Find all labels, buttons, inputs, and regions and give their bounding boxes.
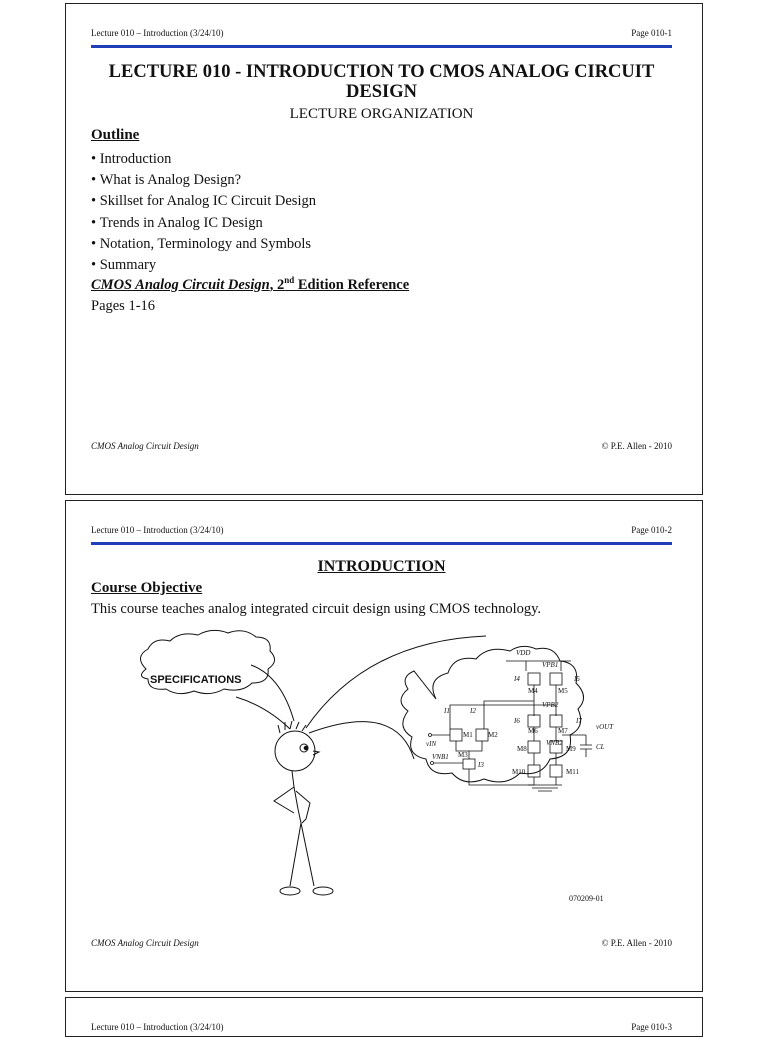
label-vnb1: VNB1 (432, 753, 449, 761)
label-m6: M6 (528, 727, 538, 735)
label-i7: I7 (576, 717, 582, 725)
outline-item: • Trends in Analog IC Design (91, 213, 316, 234)
header-lecture-label: Lecture 010 – Introduction (3/24/10) (91, 1022, 224, 1032)
outline-item: • Skillset for Analog IC Circuit Design (91, 191, 316, 212)
label-m10: M10 (512, 768, 526, 776)
header-page-number: Page 010-1 (631, 28, 672, 38)
designer-figure (66, 501, 704, 993)
label-i3: I3 (478, 761, 484, 769)
book-reference (91, 275, 409, 294)
objective-heading: Course Objective (91, 580, 203, 596)
outline-item: • Summary (91, 255, 316, 276)
label-i4: I4 (514, 675, 520, 683)
outline-item: • Introduction (91, 149, 316, 170)
label-vnb2: VNB2 (546, 739, 563, 747)
label-m2: M2 (488, 731, 498, 739)
outline-item: • Notation, Terminology and Symbols (91, 234, 316, 255)
label-i5: I5 (574, 675, 580, 683)
header-rule (91, 45, 672, 48)
designer-person (274, 721, 333, 895)
label-m4: M4 (528, 687, 538, 695)
lecture-title: LECTURE 010 - INTRODUCTION TO CMOS ANALOG CIRCUIT DESIGN (108, 62, 655, 102)
header-page-number: Page 010-3 (631, 1022, 672, 1032)
outline-list (91, 149, 316, 276)
specifications-cloud (140, 630, 294, 729)
label-vpb2: VPB2 (542, 701, 559, 709)
label-i1: I1 (444, 707, 450, 715)
reference-superscript: nd (284, 275, 295, 285)
section-title: INTRODUCTION (317, 558, 446, 575)
lecture-subtitle: LECTURE ORGANIZATION (289, 106, 474, 122)
label-m9: M9 (566, 745, 576, 753)
header-lecture-label: Lecture 010 – Introduction (3/24/10) (91, 28, 224, 38)
footer-book-title: CMOS Analog Circuit Design (91, 441, 199, 451)
label-m11: M11 (566, 768, 579, 776)
page-footer (91, 441, 672, 451)
figure-id: 070209-01 (569, 894, 604, 903)
label-vout: vOUT (596, 723, 614, 731)
objective-text: This course teaches analog integrated circuit design using CMOS technology. (91, 601, 542, 617)
footer-book-title: CMOS Analog Circuit Design (91, 938, 199, 948)
label-m8: M8 (517, 745, 527, 753)
slide-page-1 (65, 3, 703, 495)
book-title: CMOS Analog Circuit Design (91, 276, 270, 293)
header-lecture-label: Lecture 010 – Introduction (3/24/10) (91, 525, 224, 535)
slide-page-3 (65, 997, 703, 1037)
label-m7: M7 (558, 727, 568, 735)
slide-page-2 (65, 500, 703, 992)
label-vpb1: VPB1 (542, 661, 559, 669)
footer-copyright: © P.E. Allen - 2010 (601, 441, 672, 451)
reference-tail: Edition Reference (294, 276, 410, 293)
label-i6: I6 (514, 717, 520, 725)
label-i2: I2 (470, 707, 476, 715)
footer-copyright: © P.E. Allen - 2010 (601, 938, 672, 948)
thought-line (309, 722, 414, 759)
label-vdd: VDD (516, 649, 531, 657)
label-m3: M3 (458, 751, 468, 759)
label-m5: M5 (558, 687, 568, 695)
label-m1: M1 (463, 731, 473, 739)
header-page-number: Page 010-2 (631, 525, 672, 535)
page-footer (91, 938, 672, 948)
specifications-label: SPECIFICATIONS (150, 674, 242, 686)
label-cl: CL (596, 743, 605, 751)
outline-item: • What is Analog Design? (91, 170, 316, 191)
page-header (91, 28, 672, 38)
reference-pages: Pages 1-16 (91, 298, 156, 314)
outline-heading: Outline (91, 127, 140, 143)
label-vin: vIN (426, 740, 437, 748)
reference-edition: , 2 (269, 276, 285, 293)
